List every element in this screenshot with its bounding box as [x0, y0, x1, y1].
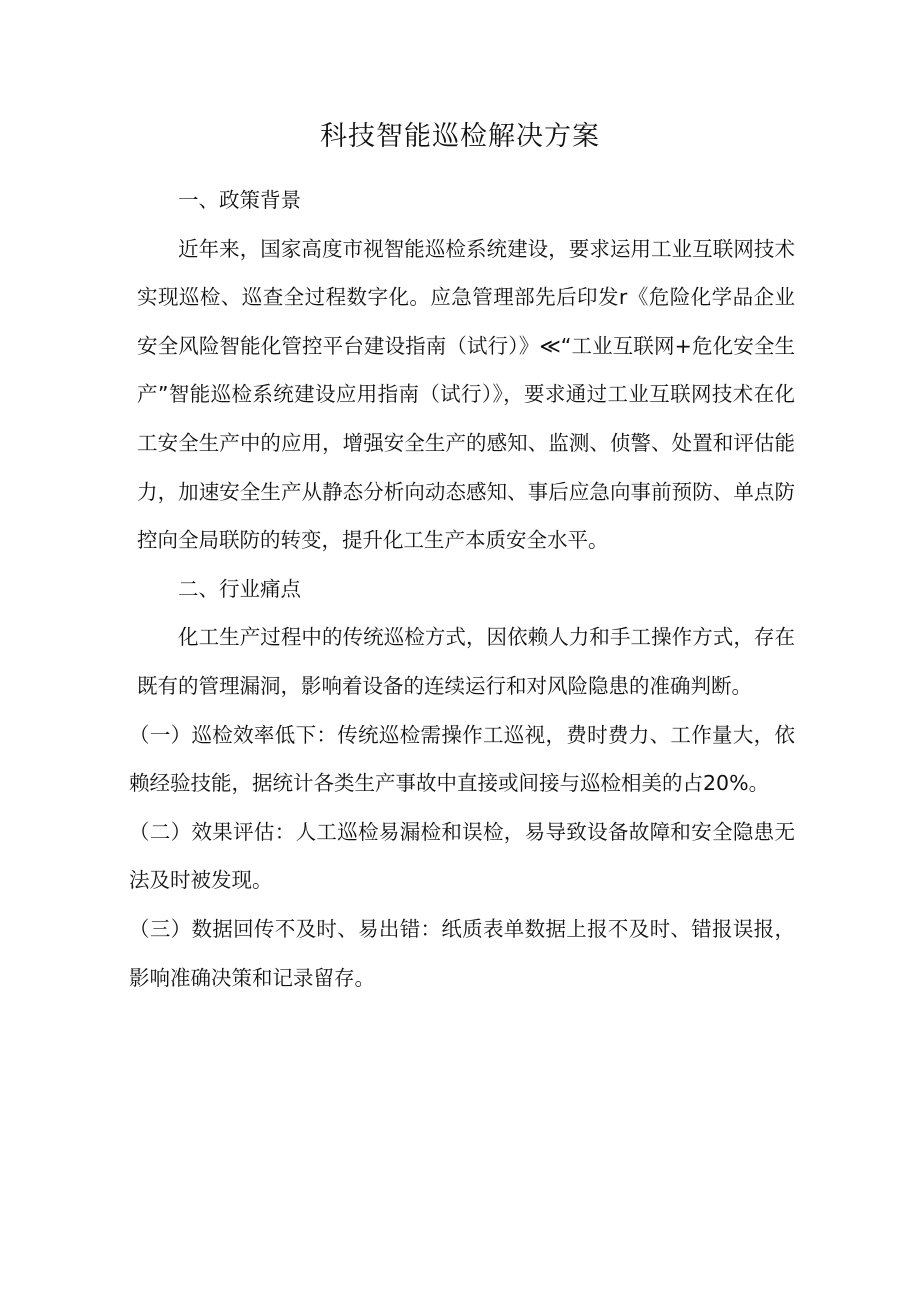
policy-background-paragraph: 近年来，国家高度市视智能巡检系统建设，要求运用工业互联网技术实现巡检、巡查全过程数字化。应急管理部先后印发r《危险化学品企业安全风险智能化管控平台建设指南（试行）》≪“工业互联网+危化安全生产”智能巡检系统建设应用指南（试行）》，要求通过工业互联网技术在化工安全生产中的应用，增强安全生产的感知、监测、侦警、处置和评估能力，加速安全生产从静态分析向动态感知、事后应急向事前预防、单点防控向全局联防的转变，提升化工生产本质安全水平。: [137, 236, 795, 553]
pain-point-item: （三）数据回传不及时、易出错：纸质表单数据上报不及时、错报误报，影响准确决策和记录留存。: [129, 916, 795, 990]
section-heading-policy-background: 一、政策背景: [178, 188, 301, 212]
industry-pain-points-paragraph: 化工生产过程中的传统巡检方式，因依赖人力和手工操作方式，存在既有的管理漏洞，影响着设备的连续运行和对风险隐患的准确判断。: [137, 625, 795, 698]
document-body: [129, 176, 795, 1002]
pain-point-item: （二）效果评估：人工巡检易漏检和误检，易导致设备故障和安全隐患无法及时被发现。: [129, 819, 795, 893]
document-title: 科技智能巡检解决方案: [320, 121, 600, 152]
pain-point-item: （一）巡检效率低下：传统巡检需操作工巡视，费时费力、工作量大，依赖经验技能，据统计各类生产事故中直接或间接与巡检相美的占20%。: [129, 722, 795, 796]
section-heading-industry-pain-points: 二、行业痛点: [178, 576, 301, 601]
